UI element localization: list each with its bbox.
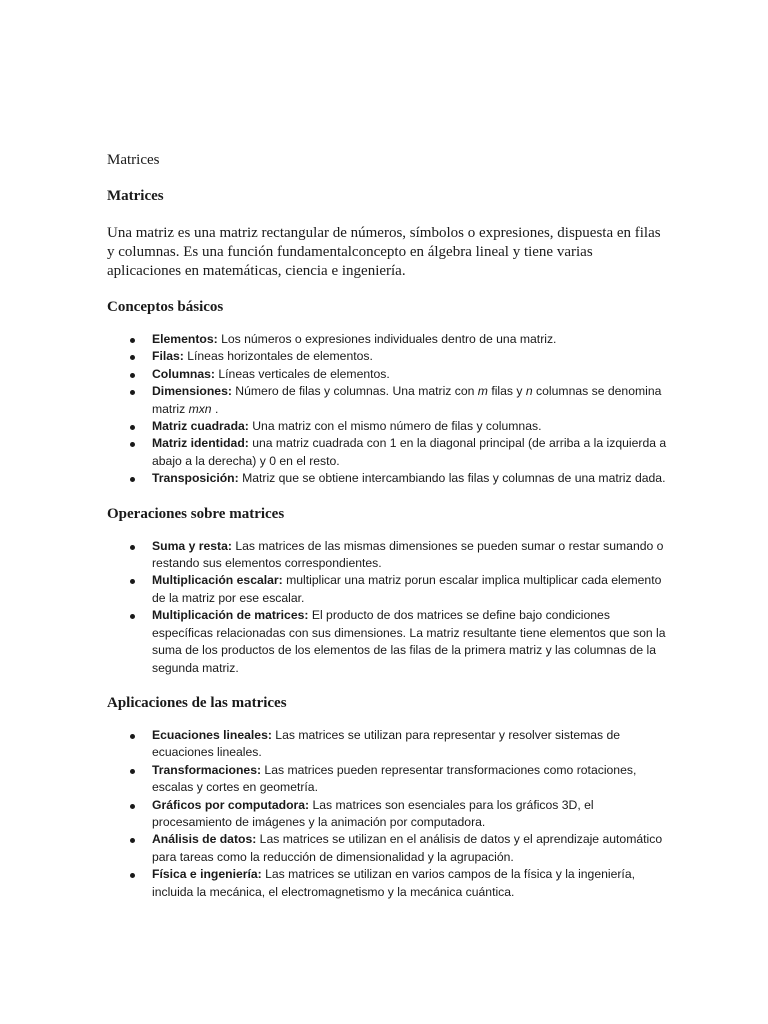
- section-heading-aplicaciones: Aplicaciones de las matrices: [107, 694, 287, 711]
- item-term: Física e ingeniería:: [152, 867, 262, 882]
- item-emphasis: n: [525, 384, 533, 399]
- item-term: Gráficos por computadora:: [152, 797, 310, 812]
- item-text: Los números o expresiones individuales dentro de una matriz.: [217, 332, 557, 346]
- item-term: Filas:: [152, 349, 184, 364]
- item-text: .: [211, 401, 219, 416]
- section-heading-operaciones: Operaciones sobre matrices: [107, 505, 285, 522]
- item-text: columnas se denomina matriz: [152, 384, 662, 416]
- item-text: Matriz que se obtiene intercambiando las filas y columnas de una matriz dada.: [238, 471, 666, 486]
- item-text: una matriz cuadrada con 1 en la diagonal principal (de arriba a la izquierda a abajo a la derecha) y 0 en el resto.: [152, 436, 667, 468]
- item-text: multiplicar una matriz porun escalar implica multiplicar cada elemento de la matriz por ese escalar.: [152, 573, 662, 605]
- item-text: Las matrices se utilizan para representar y resolver sistemas de ecuaciones lineales.: [152, 727, 621, 760]
- list-item: [152, 331, 667, 348]
- list-item: [152, 418, 667, 435]
- list-item: [152, 366, 667, 383]
- intro-paragraph: Una matriz es una matriz rectangular de números, símbolos o expresiones, dispuesta en filas y columnas. Es una función fundamentalconcepto en álgebra lineal y tiene varias aplicaciones en matemáticas, ciencia e ingeniería.: [107, 225, 661, 279]
- list-item: [152, 435, 667, 470]
- item-text: filas y: [487, 384, 526, 399]
- item-text: Líneas verticales de elementos.: [214, 366, 390, 381]
- document-title: Matrices: [107, 152, 160, 168]
- item-term: Suma y resta:: [152, 538, 232, 553]
- main-heading: Matrices: [107, 188, 164, 204]
- item-term: Multiplicación escalar:: [152, 573, 283, 588]
- section-heading-conceptos: Conceptos básicos: [107, 299, 224, 315]
- list-item: [152, 470, 667, 487]
- item-emphasis: mxn: [188, 401, 212, 416]
- document-page: [107, 150, 667, 901]
- item-term: Multiplicación de matrices:: [152, 608, 309, 623]
- item-term: Ecuaciones lineales:: [152, 727, 272, 742]
- list-item: [152, 607, 667, 677]
- item-term: Columnas:: [152, 366, 215, 381]
- list-item: [152, 866, 667, 901]
- item-term: Elementos:: [152, 332, 218, 346]
- item-text: Las matrices son esenciales para los gráficos 3D, el procesamiento de imágenes y la animación por computadora.: [152, 797, 594, 829]
- item-term: Matriz identidad:: [152, 436, 249, 451]
- item-term: Análisis de datos:: [152, 832, 257, 847]
- item-text: Las matrices se utilizan en el análisis de datos y el aprendizaje automático para tareas como la reducción de dimensionalidad y la agrupación.: [152, 832, 663, 864]
- item-term: Dimensiones:: [152, 384, 232, 399]
- list-item: [152, 831, 667, 866]
- item-text: Número de filas y columnas. Una matriz con: [231, 384, 478, 399]
- item-term: Transformaciones:: [152, 762, 262, 777]
- item-term: Transposición:: [152, 471, 239, 486]
- concepts-list: [107, 331, 667, 488]
- list-item: [152, 538, 667, 573]
- list-item: [152, 727, 667, 762]
- list-item: [152, 762, 667, 797]
- applications-list: [107, 727, 667, 901]
- item-text: El producto de dos matrices se define bajo condiciones específicas relacionadas con sus dimensiones. La matriz resultante tiene elementos que son la suma de los productos de los elementos de las filas de la primera matriz y las columnas de la segunda matriz.: [152, 608, 666, 675]
- list-item: [152, 797, 667, 832]
- list-item: [152, 383, 667, 418]
- item-emphasis: m: [477, 384, 488, 399]
- operations-list: [107, 538, 667, 677]
- item-text: Las matrices pueden representar transformaciones como rotaciones, escalas y cortes en geometría.: [152, 762, 637, 795]
- item-text: Las matrices se utilizan en varios campos de la física y la ingeniería, incluida la mecánica, el electromagnetismo y la mecánica cuántica.: [152, 867, 635, 899]
- item-text: Una matriz con el mismo número de filas y columnas.: [248, 419, 542, 434]
- item-text: Las matrices de las mismas dimensiones se pueden sumar o restar sumando o restando sus elementos correspondientes.: [152, 538, 664, 571]
- list-item: [152, 348, 667, 365]
- list-item: [152, 572, 667, 607]
- item-text: Líneas horizontales de elementos.: [183, 349, 373, 364]
- item-term: Matriz cuadrada:: [152, 419, 249, 434]
